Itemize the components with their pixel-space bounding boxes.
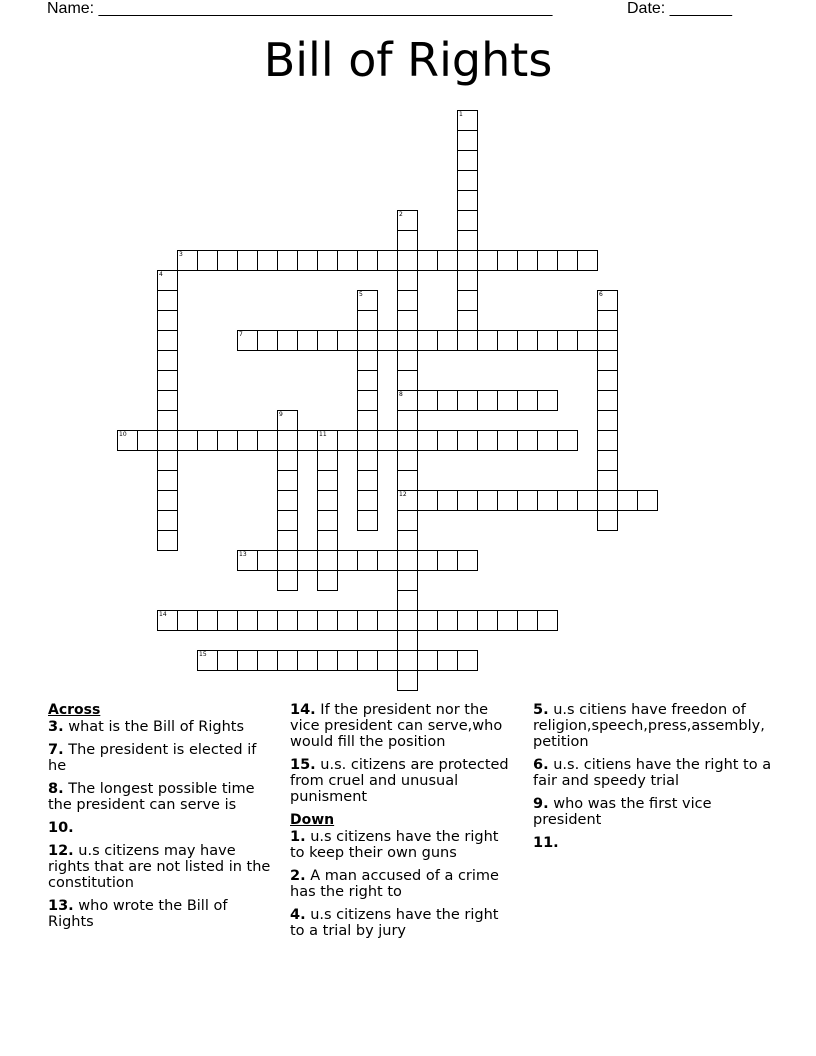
grid-cell[interactable] [597,350,618,371]
grid-cell[interactable] [397,510,418,531]
grid-cell[interactable] [457,230,478,251]
clue-number: 2 [399,211,403,218]
grid-cell[interactable] [457,210,478,231]
grid-cell[interactable] [277,570,298,591]
grid-cell[interactable] [117,430,138,451]
grid-cell[interactable] [397,570,418,591]
grid-cell[interactable] [397,210,418,231]
grid-cell[interactable] [397,490,418,511]
grid-cell[interactable] [537,250,558,271]
grid-cell[interactable] [397,650,418,671]
grid-cell[interactable] [317,510,338,531]
clue-15: 15. u.s. citizens are protected from cruel and unusual punisment [290,757,509,805]
grid-cell[interactable] [157,290,178,311]
grid-cell[interactable] [317,610,338,631]
grid-cell[interactable] [397,670,418,691]
grid-cell[interactable] [597,390,618,411]
grid-cell[interactable] [457,550,478,571]
grid-cell[interactable] [537,330,558,351]
grid-cell[interactable] [337,550,358,571]
grid-cell[interactable] [397,330,418,351]
grid-cell[interactable] [397,430,418,451]
grid-cell[interactable] [357,390,378,411]
grid-cell[interactable] [477,610,498,631]
grid-cell[interactable] [417,490,438,511]
grid-cell[interactable] [277,450,298,471]
grid-cell[interactable] [497,250,518,271]
clue-3: 3. what is the Bill of Rights [48,719,245,735]
grid-cell[interactable] [597,310,618,331]
grid-cell[interactable] [437,550,458,571]
grid-cell[interactable] [457,110,478,131]
grid-cell[interactable] [457,490,478,511]
grid-cell[interactable] [457,290,478,311]
grid-cell[interactable] [257,550,278,571]
grid-cell[interactable] [357,310,378,331]
page-title: Bill of Rights [263,33,553,87]
clue-column-2 [290,702,515,946]
grid-cell[interactable] [257,250,278,271]
grid-cell[interactable] [397,590,418,611]
grid-cell[interactable] [577,250,598,271]
clue-number: 13 [239,551,247,558]
grid-cell[interactable] [397,230,418,251]
grid-cell[interactable] [557,250,578,271]
grid-cell[interactable] [277,470,298,491]
grid-cell[interactable] [337,650,358,671]
grid-cell[interactable] [597,490,618,511]
grid-cell[interactable] [577,490,598,511]
grid-cell[interactable] [157,450,178,471]
grid-cell[interactable] [457,330,478,351]
grid-cell[interactable] [357,410,378,431]
grid-cell[interactable] [497,330,518,351]
name-field[interactable]: Name: ___________________________________________________ [47,0,553,17]
grid-cell[interactable] [457,610,478,631]
grid-cell[interactable] [157,270,178,291]
grid-cell[interactable] [237,650,258,671]
grid-cell[interactable] [317,330,338,351]
clue-4: 4. u.s citizens have the right to a trial by jury [290,907,499,939]
grid-cell[interactable] [237,330,258,351]
grid-cell[interactable] [437,390,458,411]
grid-cell[interactable] [357,330,378,351]
grid-cell[interactable] [577,330,598,351]
grid-cell[interactable] [357,510,378,531]
grid-cell[interactable] [157,310,178,331]
grid-cell[interactable] [617,490,638,511]
clue-6: 6. u.s. citiens have the right to a fair and speedy trial [533,757,772,789]
grid-cell[interactable] [277,430,298,451]
clue-2: 2. A man accused of a crime has the right to [290,868,499,900]
grid-cell[interactable] [337,430,358,451]
grid-cell[interactable] [157,490,178,511]
grid-cell[interactable] [297,650,318,671]
grid-cell[interactable] [457,150,478,171]
grid-cell[interactable] [257,330,278,351]
grid-cell[interactable] [517,490,538,511]
grid-cell[interactable] [157,330,178,351]
clue-number: 9 [279,411,283,418]
grid-cell[interactable] [337,610,358,631]
grid-cell[interactable] [377,250,398,271]
grid-cell[interactable] [357,650,378,671]
grid-cell[interactable] [397,370,418,391]
grid-cell[interactable] [377,650,398,671]
grid-cell[interactable] [197,250,218,271]
grid-cell[interactable] [357,470,378,491]
grid-cell[interactable] [417,330,438,351]
grid-cell[interactable] [377,550,398,571]
grid-cell[interactable] [557,330,578,351]
grid-cell[interactable] [437,490,458,511]
grid-cell[interactable] [497,430,518,451]
grid-cell[interactable] [237,430,258,451]
grid-cell[interactable] [597,430,618,451]
grid-cell[interactable] [277,650,298,671]
grid-cell[interactable] [197,430,218,451]
grid-cell[interactable] [557,490,578,511]
grid-cell[interactable] [157,510,178,531]
grid-cell[interactable] [357,550,378,571]
grid-cell[interactable] [217,250,238,271]
grid-cell[interactable] [397,310,418,331]
grid-cell[interactable] [217,430,238,451]
grid-cell[interactable] [337,330,358,351]
clue-column-3 [533,702,773,858]
grid-cell[interactable] [397,410,418,431]
grid-cell[interactable] [217,610,238,631]
grid-cell[interactable] [377,610,398,631]
grid-cell[interactable] [517,390,538,411]
grid-cell[interactable] [357,450,378,471]
grid-cell[interactable] [397,530,418,551]
clue-number: 14 [159,611,167,618]
grid-cell[interactable] [377,330,398,351]
clue-number: 12 [399,491,407,498]
grid-cell[interactable] [417,390,438,411]
grid-cell[interactable] [417,250,438,271]
clue-1: 1. u.s citizens have the right to keep their own guns [290,829,499,861]
grid-cell[interactable] [397,550,418,571]
grid-cell[interactable] [217,650,238,671]
grid-cell[interactable] [177,610,198,631]
grid-cell[interactable] [457,250,478,271]
grid-cell[interactable] [157,610,178,631]
grid-cell[interactable] [397,610,418,631]
clue-number: 8 [399,391,403,398]
clue-number: 7 [239,331,243,338]
clue-13: 13. who wrote the Bill of Rights [48,898,228,930]
clue-number: 5 [359,291,363,298]
grid-cell[interactable] [257,610,278,631]
grid-cell[interactable] [477,250,498,271]
grid-cell[interactable] [457,310,478,331]
grid-cell[interactable] [317,450,338,471]
grid-cell[interactable] [257,650,278,671]
grid-cell[interactable] [397,350,418,371]
grid-cell[interactable] [457,270,478,291]
clue-number: 15 [199,651,207,658]
grid-cell[interactable] [137,430,158,451]
grid-cell[interactable] [297,430,318,451]
grid-cell[interactable] [477,330,498,351]
grid-cell[interactable] [197,650,218,671]
grid-cell[interactable] [317,530,338,551]
clue-column-1 [48,702,273,937]
grid-cell[interactable] [277,330,298,351]
clue-number: 11 [319,431,327,438]
grid-cell[interactable] [457,130,478,151]
grid-cell[interactable] [417,650,438,671]
grid-cell[interactable] [277,550,298,571]
grid-cell[interactable] [457,650,478,671]
grid-cell[interactable] [357,490,378,511]
grid-cell[interactable] [597,510,618,531]
grid-cell[interactable] [317,550,338,571]
grid-cell[interactable] [497,390,518,411]
clue-12: 12. u.s citizens may have rights that are not listed in the constitution [48,843,271,891]
grid-cell[interactable] [157,350,178,371]
grid-cell[interactable] [517,330,538,351]
grid-cell[interactable] [477,390,498,411]
grid-cell[interactable] [277,610,298,631]
grid-cell[interactable] [497,610,518,631]
grid-cell[interactable] [597,370,618,391]
clue-number: 10 [119,431,127,438]
grid-cell[interactable] [397,270,418,291]
grid-cell[interactable] [397,250,418,271]
grid-cell[interactable] [357,290,378,311]
grid-cell[interactable] [637,490,658,511]
grid-cell[interactable] [397,450,418,471]
grid-cell[interactable] [277,410,298,431]
grid-cell[interactable] [397,290,418,311]
clue-5: 5. u.s citiens have freedon of religion,speech,press,assembly, petition [533,702,765,750]
clue-8: 8. The longest possible time the president can serve is [48,781,255,813]
down-heading: Down [290,812,335,828]
grid-cell[interactable] [157,370,178,391]
grid-cell[interactable] [537,610,558,631]
grid-cell[interactable] [597,410,618,431]
grid-cell[interactable] [277,250,298,271]
across-heading: Across [48,702,101,718]
grid-cell[interactable] [177,250,198,271]
grid-cell[interactable] [357,610,378,631]
grid-cell[interactable] [197,610,218,631]
grid-cell[interactable] [437,610,458,631]
clue-11: 11. [533,835,559,851]
grid-cell[interactable] [277,490,298,511]
grid-cell[interactable] [277,530,298,551]
grid-cell[interactable] [537,390,558,411]
grid-cell[interactable] [357,370,378,391]
grid-cell[interactable] [417,430,438,451]
grid-cell[interactable] [317,570,338,591]
grid-cell[interactable] [517,430,538,451]
grid-cell[interactable] [357,350,378,371]
grid-cell[interactable] [417,550,438,571]
grid-cell[interactable] [437,250,458,271]
grid-cell[interactable] [237,610,258,631]
grid-cell[interactable] [597,330,618,351]
clue-14: 14. If the president nor the vice president can serve,who would fill the position [290,702,503,750]
grid-cell[interactable] [437,650,458,671]
grid-cell[interactable] [357,250,378,271]
grid-cell[interactable] [377,430,398,451]
clue-number: 4 [159,271,163,278]
grid-cell[interactable] [297,550,318,571]
grid-cell[interactable] [517,250,538,271]
grid-cell[interactable] [457,170,478,191]
grid-cell[interactable] [157,410,178,431]
grid-cell[interactable] [157,390,178,411]
grid-cell[interactable] [397,470,418,491]
grid-cell[interactable] [537,490,558,511]
grid-cell[interactable] [237,550,258,571]
clue-10: 10. [48,820,74,836]
clue-9: 9. who was the first vice president [533,796,712,828]
grid-cell[interactable] [357,430,378,451]
grid-cell[interactable] [317,430,338,451]
grid-cell[interactable] [397,630,418,651]
grid-cell[interactable] [157,530,178,551]
grid-cell[interactable] [337,250,358,271]
grid-cell[interactable] [297,610,318,631]
grid-cell[interactable] [177,430,198,451]
grid-cell[interactable] [257,430,278,451]
grid-cell[interactable] [437,330,458,351]
grid-cell[interactable] [297,250,318,271]
grid-cell[interactable] [597,450,618,471]
date-field[interactable]: Date: _______ [627,0,732,17]
grid-cell[interactable] [477,490,498,511]
grid-cell[interactable] [457,390,478,411]
grid-cell[interactable] [157,470,178,491]
grid-cell[interactable] [317,250,338,271]
grid-cell[interactable] [597,470,618,491]
grid-cell[interactable] [237,250,258,271]
grid-cell[interactable] [157,430,178,451]
grid-cell[interactable] [417,610,438,631]
grid-cell[interactable] [277,510,298,531]
grid-cell[interactable] [437,430,458,451]
grid-cell[interactable] [317,650,338,671]
grid-cell[interactable] [477,430,498,451]
grid-cell[interactable] [317,470,338,491]
grid-cell[interactable] [297,330,318,351]
grid-cell[interactable] [457,430,478,451]
clue-7: 7. The president is elected if he [48,742,257,774]
clue-number: 6 [599,291,603,298]
grid-cell[interactable] [557,430,578,451]
grid-cell[interactable] [497,490,518,511]
grid-cell[interactable] [597,290,618,311]
grid-cell[interactable] [517,610,538,631]
grid-cell[interactable] [397,390,418,411]
clue-number: 3 [179,251,183,258]
grid-cell[interactable] [537,430,558,451]
grid-cell[interactable] [317,490,338,511]
grid-cell[interactable] [457,190,478,211]
clue-number: 1 [459,111,463,118]
